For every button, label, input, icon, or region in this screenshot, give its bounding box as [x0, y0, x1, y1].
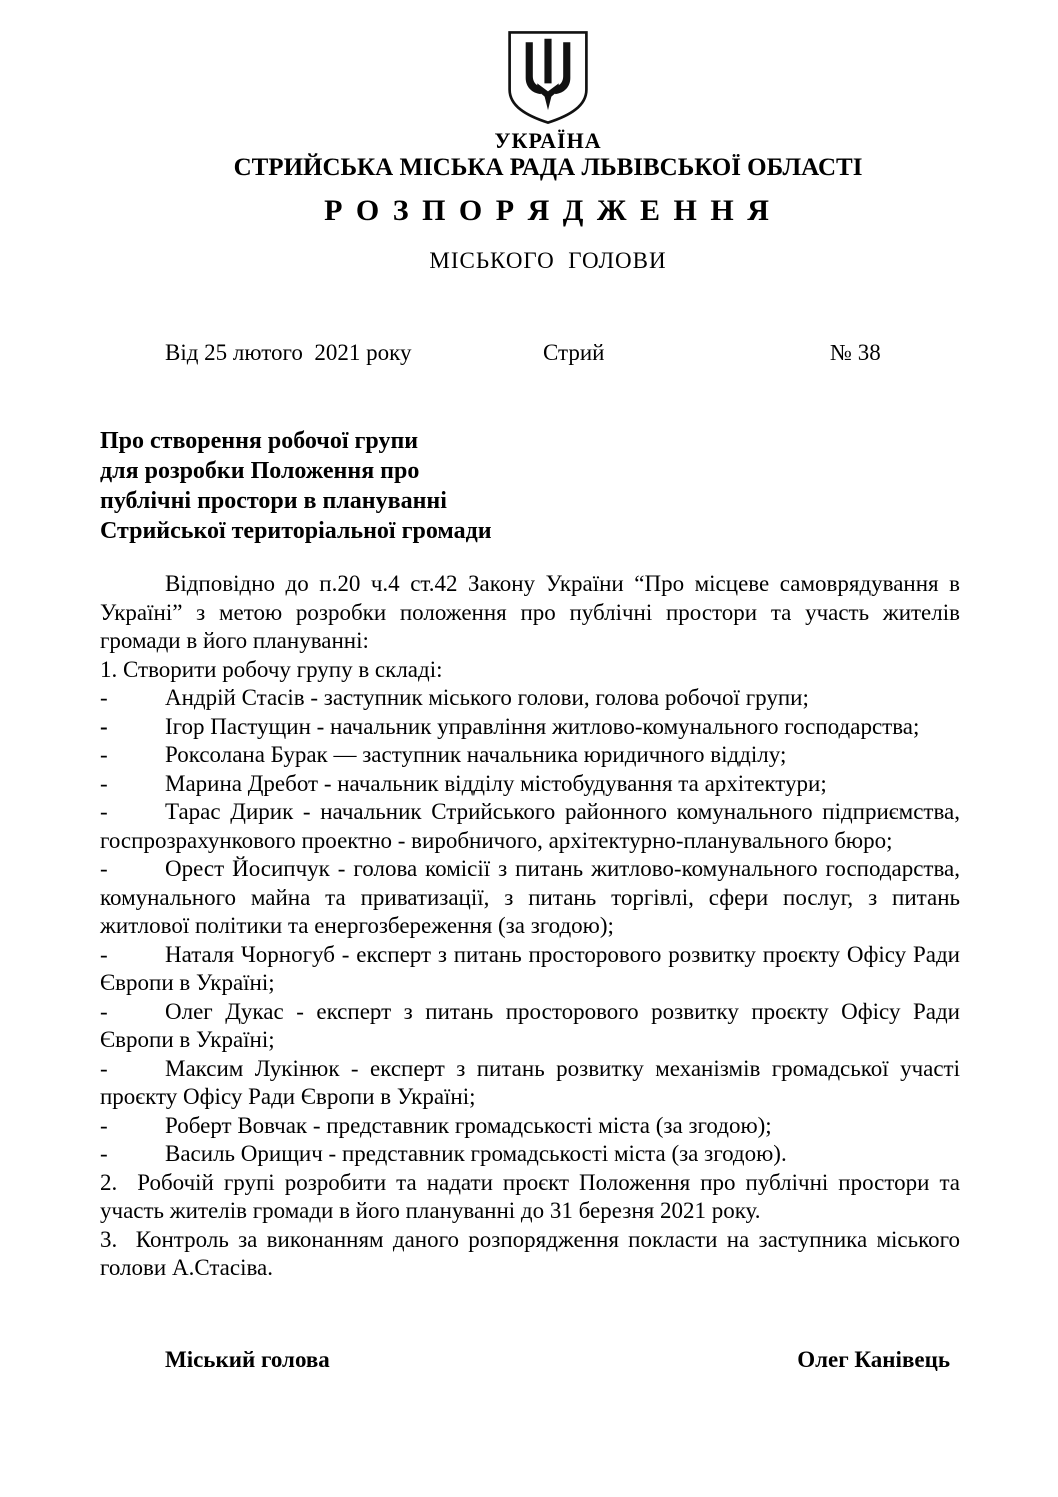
member-text: Максим Лукінюк - експерт з питань розвитку механізмів громадської участі проєкту Офісу Ради Європи в Україні;	[100, 1055, 966, 1109]
member-item	[100, 1055, 966, 1112]
council-name: СТРИЙСЬКА МІСЬКА РАДА ЛЬВІВСЬКОЇ ОБЛАСТІ	[233, 154, 863, 181]
point-2: 2. Робочій групі розробити та надати проєкт Положення про публічні простори та участь жителів громади в його плануванні до 31 березня 2021 року.	[100, 1169, 966, 1223]
member-text: Василь Орищич - представник громадськості міста (за згодою).	[165, 1141, 787, 1166]
signature-row	[100, 1346, 950, 1374]
country-name: УКРАЇНА	[494, 128, 602, 153]
subject-line: для розробки Положення про	[100, 458, 420, 484]
list-dash: -	[100, 1055, 108, 1081]
member-text: Наталя Чорногуб - експерт з питань просторового розвитку проєкту Офісу Ради Європи в Україні;	[100, 941, 966, 995]
coat-of-arms	[38, 28, 1058, 128]
point-1: 1. Створити робочу групу в складі:	[100, 656, 443, 682]
member-item	[100, 770, 960, 799]
list-dash: -	[100, 998, 108, 1024]
ukraine-trident-icon	[501, 28, 595, 128]
list-dash: -	[100, 713, 108, 739]
list-dash: -	[100, 1112, 108, 1138]
document-type-title: Р О З П О Р Я Д Ж Е Н Н Я	[324, 194, 772, 227]
member-item	[100, 941, 966, 998]
issuer-subtitle: МІСЬКОГО ГОЛОВИ	[429, 248, 667, 273]
point-3: 3. Контроль за виконанням даного розпорядження покласти на заступника міського голови А.Стасіва.	[100, 1226, 966, 1280]
member-text: Роксолана Бурак — заступник начальника юридичного відділу;	[165, 742, 787, 767]
list-dash: -	[100, 685, 108, 710]
member-item	[100, 1140, 960, 1169]
document-header	[0, 28, 1058, 274]
document-place: Стрий	[543, 340, 605, 365]
intro-paragraph: Відповідно до п.20 ч.4 ст.42 Закону України “Про місцеве самоврядування в Україні” з метою розробки положення про публічні простори та участь жителів громади в його плануванні:	[100, 571, 966, 653]
list-dash: -	[100, 1141, 108, 1166]
member-item	[100, 741, 960, 770]
list-dash: -	[100, 856, 108, 881]
subject-line: Стрийської територіальної громади	[100, 518, 492, 544]
list-dash: -	[100, 941, 108, 967]
signer-name: Олег Канівець	[797, 1347, 950, 1372]
subject-line: публічні простори в плануванні	[100, 488, 447, 514]
document-body	[100, 570, 966, 1283]
subject-block	[100, 426, 960, 546]
member-item	[100, 855, 966, 941]
member-text: Ігор Пастущин - начальник управління житлово-комунального господарства;	[165, 713, 920, 739]
list-dash: -	[100, 742, 108, 767]
member-text: Орест Йосипчук - голова комісії з питань житлово-комунального господарства, комунального майна та приватизації, з питань торгівлі, сфери послуг, з питань житлової політики та енергозбереження (за згодою);	[100, 856, 966, 938]
document-date: Від 25 лютого 2021 року	[165, 340, 412, 365]
list-dash: -	[100, 770, 108, 796]
document-number: № 38	[830, 340, 881, 365]
signer-title: Міський голова	[165, 1347, 330, 1372]
member-item	[100, 713, 960, 742]
member-item	[100, 798, 966, 855]
list-dash: -	[100, 799, 108, 824]
member-text: Андрій Стасів - заступник міського голови, голова робочої групи;	[165, 685, 809, 710]
member-text: Роберт Вовчак - представник громадськості міста (за згодою);	[165, 1112, 772, 1138]
meta-row	[100, 340, 960, 370]
member-text: Олег Дукас - експерт з питань просторового розвитку проєкту Офісу Ради Європи в Україні;	[100, 998, 966, 1052]
member-item	[100, 1112, 960, 1141]
member-item	[100, 684, 960, 713]
member-item	[100, 998, 966, 1055]
member-text: Тарас Дирик - начальник Стрийського районного комунального підприємства, госпрозрахункового проектно - виробничого, архітектурно-планувального бюро;	[100, 799, 966, 853]
subject-line: Про створення робочої групи	[100, 428, 419, 454]
member-text: Марина Дребот - начальник відділу містобудування та архітектури;	[165, 770, 827, 796]
